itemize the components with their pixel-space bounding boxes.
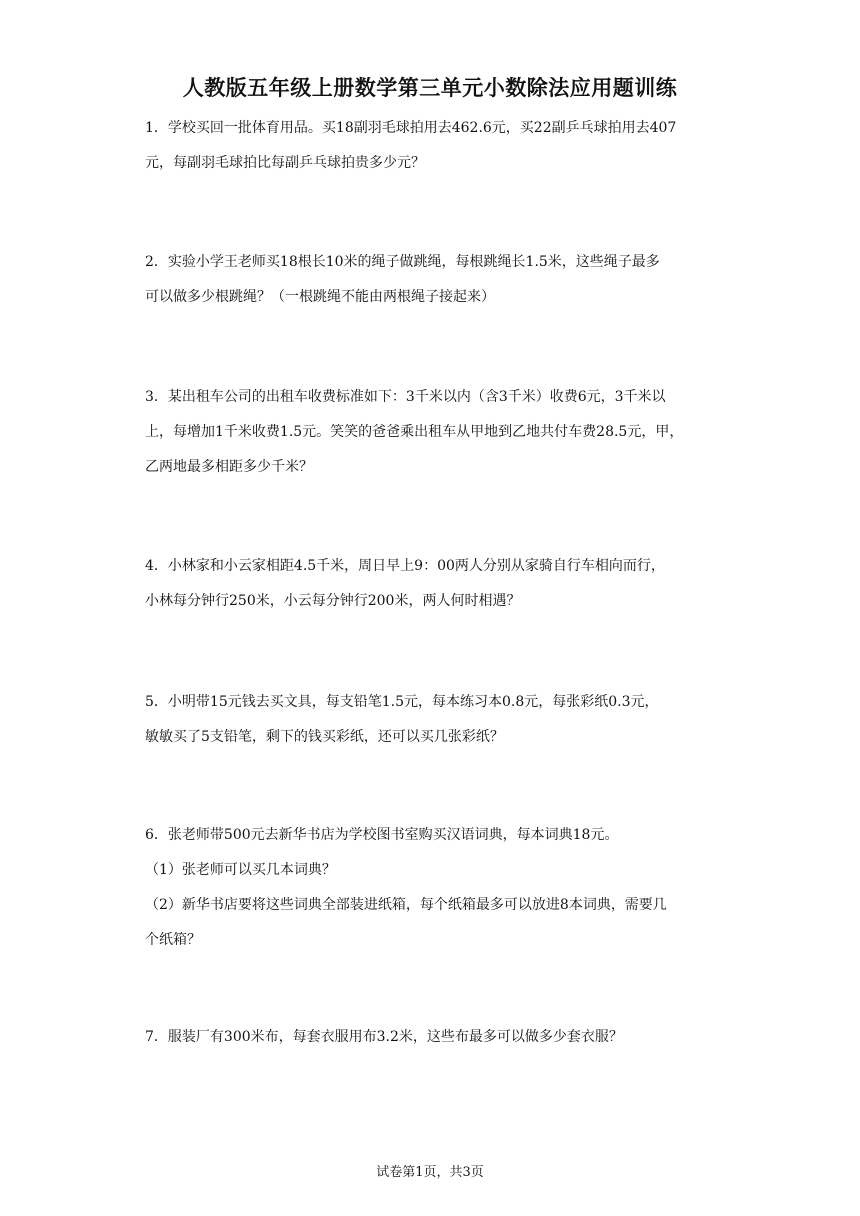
problem-6 xyxy=(145,825,725,965)
problem-6-line-2: （1）张老师可以买几本词典？ xyxy=(145,862,336,878)
page-footer: 试卷第1页，共3页 xyxy=(376,1165,484,1180)
problem-3-line-1: 3．某出租车公司的出租车收费标准如下：3千米以内（含3千米）收费6元，3千米以 xyxy=(145,389,666,405)
problem-6-line-4: 个纸箱？ xyxy=(145,932,201,948)
problem-2-line-1: 2．实验小学王老师买18根长10米的绳子做跳绳，每根跳绳长1.5米，这些绳子最多 xyxy=(145,254,660,270)
problem-4-line-2: 小林每分钟行250米，小云每分钟行200米，两人何时相遇？ xyxy=(145,593,521,609)
problem-2-line-2: 可以做多少根跳绳？（一根跳绳不能由两根绳子接起来） xyxy=(145,289,495,305)
problem-7 xyxy=(145,1027,725,1062)
problem-5 xyxy=(145,692,725,762)
problem-3 xyxy=(145,387,725,492)
problem-5-line-2: 敏敏买了5支铅笔，剩下的钱买彩纸，还可以买几张彩纸？ xyxy=(145,729,504,745)
problem-1-line-2: 元，每副羽毛球拍比每副乒乓球拍贵多少元？ xyxy=(145,155,425,171)
problem-3-line-3: 乙两地最多相距多少千米？ xyxy=(145,459,313,475)
problem-1-line-1: 1．学校买回一批体育用品。买18副羽毛球拍用去462.6元，买22副乒乓球拍用去407 xyxy=(145,120,677,136)
problem-2 xyxy=(145,252,725,322)
problem-4-line-1: 4．小林家和小云家相距4.5千米，周日早上9：00两人分别从家骑自行车相向而行， xyxy=(145,558,665,574)
problem-5-line-1: 5．小明带15元钱去买文具，每支铅笔1.5元，每本练习本0.8元，每张彩纸0.3元， xyxy=(145,694,659,710)
problem-1 xyxy=(145,118,725,188)
problem-4 xyxy=(145,556,725,626)
problem-6-line-3: （2）新华书店要将这些词典全部装进纸箱，每个纸箱最多可以放进8本词典，需要几 xyxy=(145,897,667,913)
page-title: 人教版五年级上册数学第三单元小数除法应用题训练 xyxy=(182,76,678,100)
problem-6-line-1: 6．张老师带500元去新华书店为学校图书室购买汉语词典，每本词典18元。 xyxy=(145,827,619,843)
problem-7-line-1: 7．服装厂有300米布，每套衣服用布3.2米，这些布最多可以做多少套衣服？ xyxy=(145,1029,623,1045)
problem-3-line-2: 上，每增加1千米收费1.5元。笑笑的爸爸乘出租车从甲地到乙地共付车费28.5元，甲， xyxy=(145,424,684,440)
